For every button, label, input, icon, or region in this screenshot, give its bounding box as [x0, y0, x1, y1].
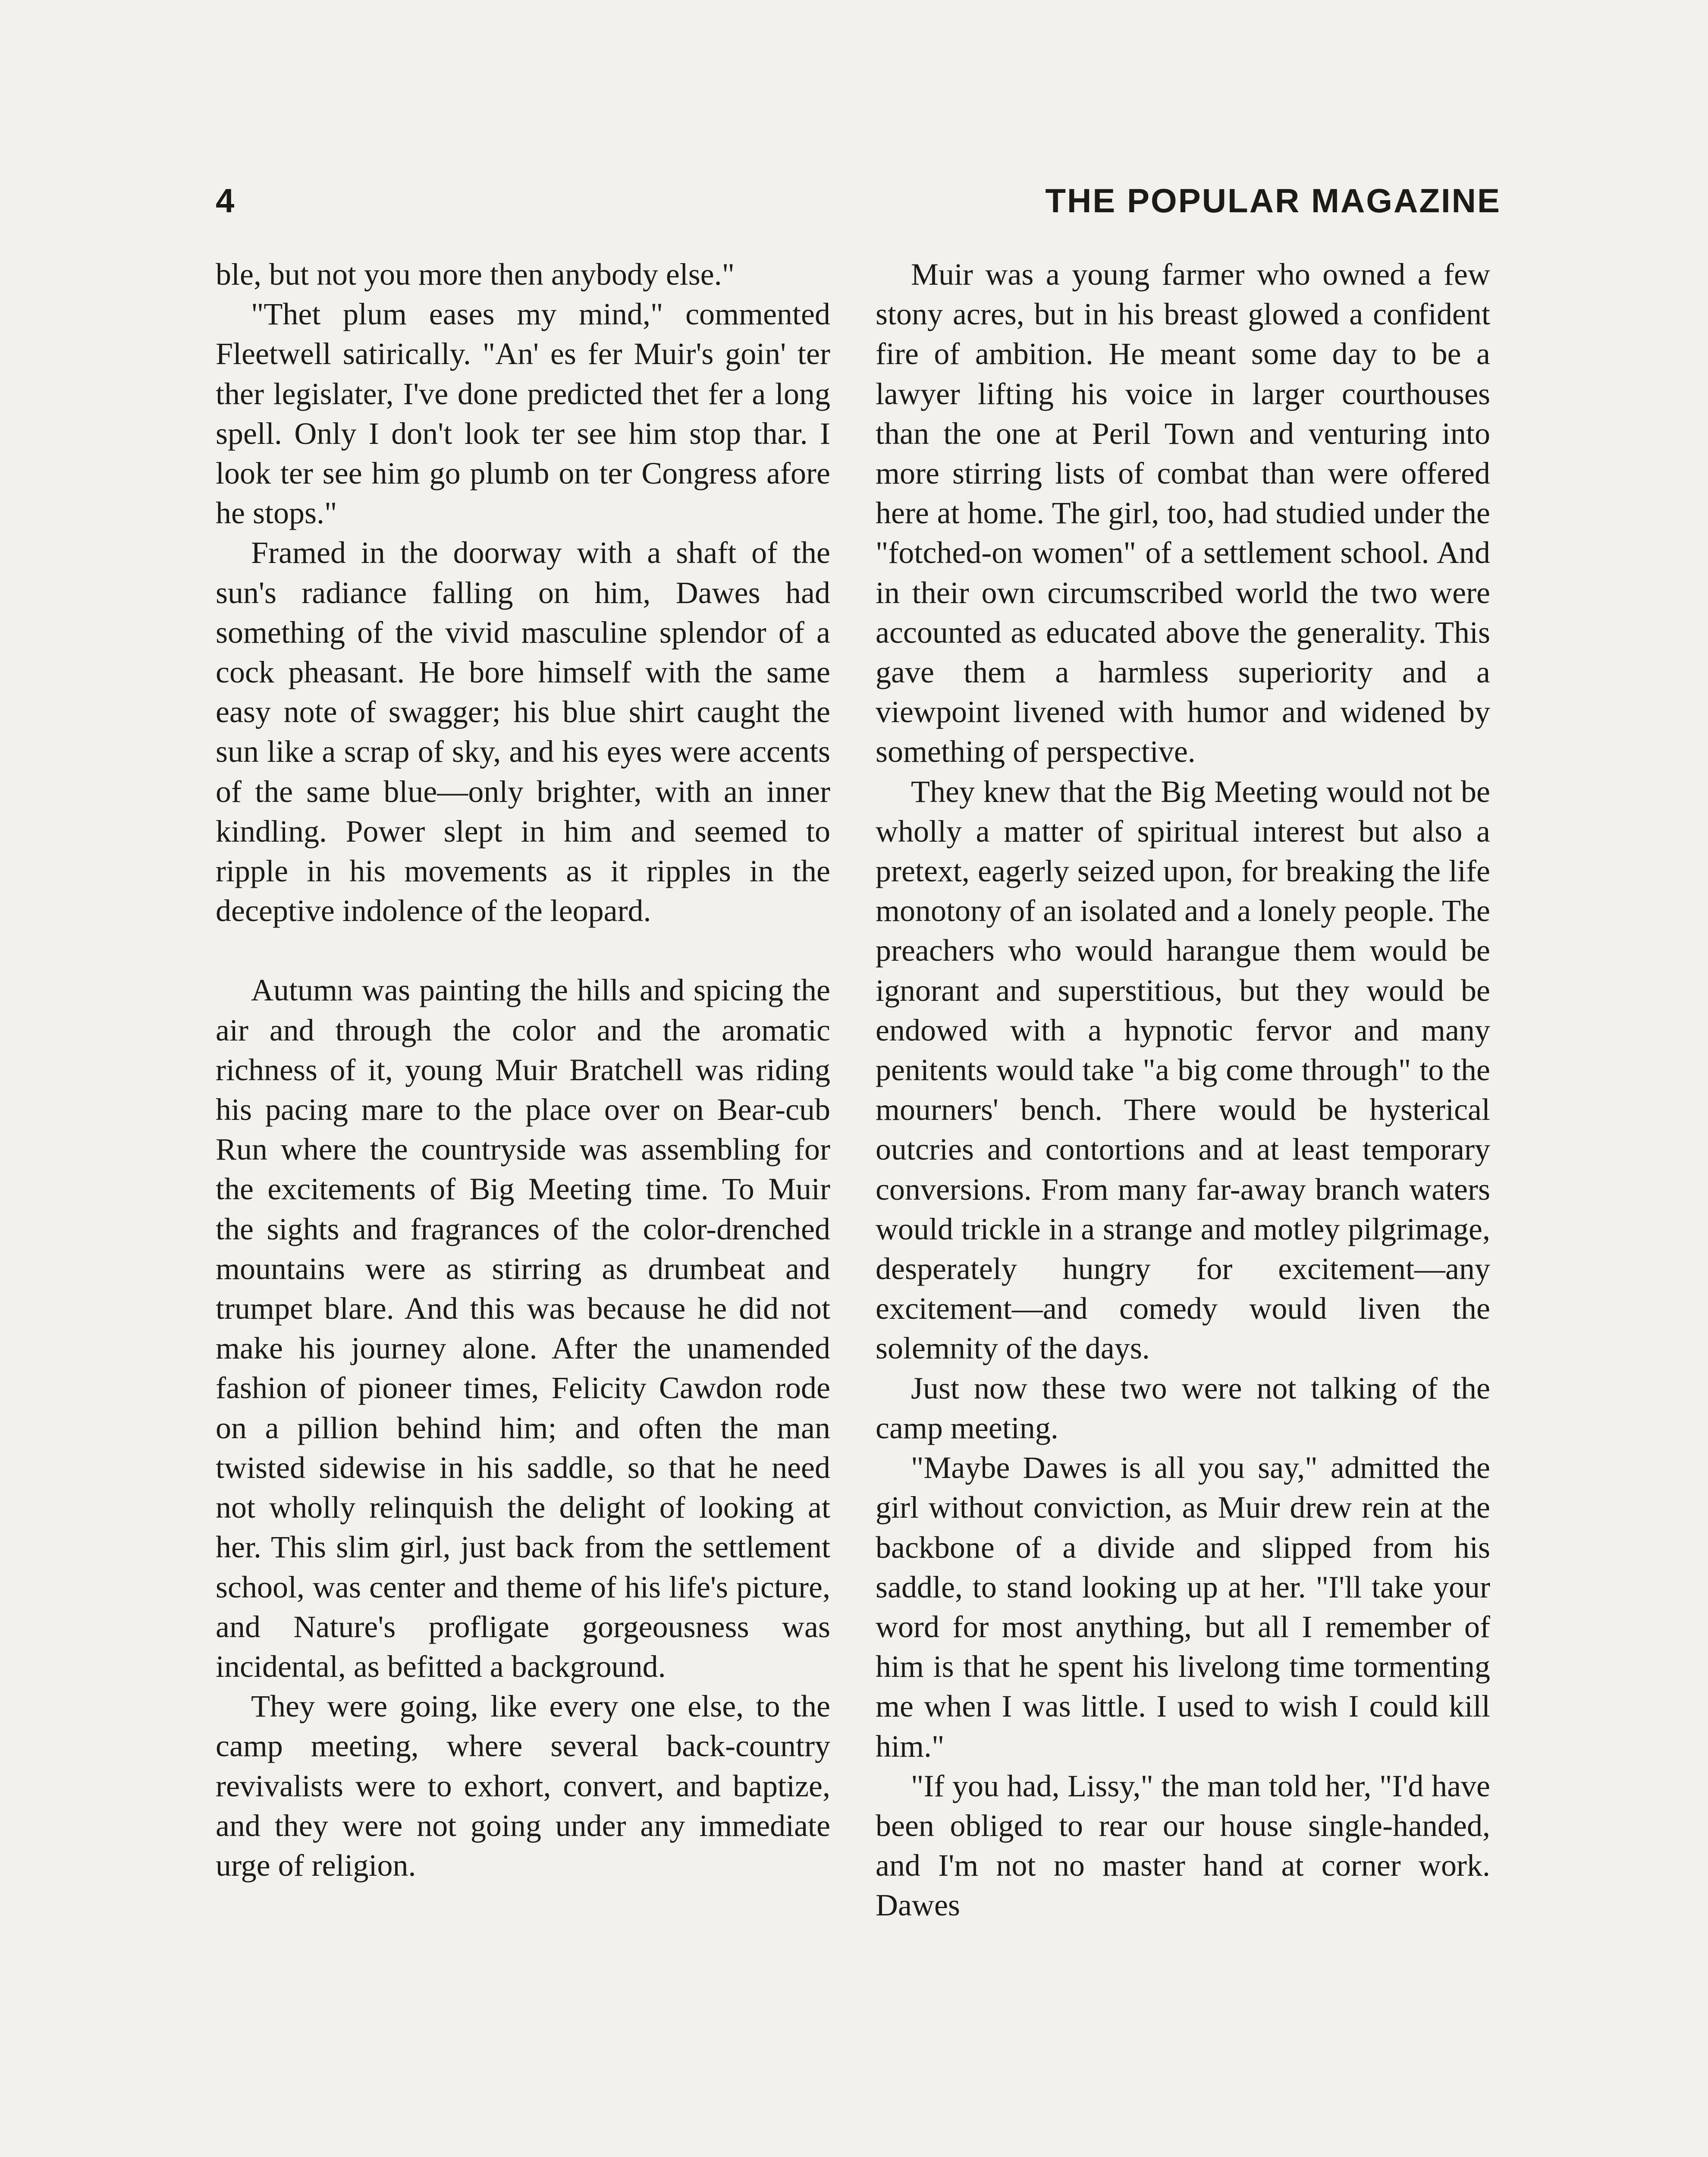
magazine-title: THE POPULAR MAGAZINE — [1045, 182, 1501, 220]
paragraph: Framed in the doorway with a shaft of the sun's radiance falling on him, Dawes had something of the vivid masculine splendor of a cock pheasant. He bore himself with the same easy note of swagger; his blue shirt caught the sun like a scrap of sky, and his eyes were accents of the same blue—only brighter, with an inner kindling. Power slept in him and seemed to ripple in his movements as it ripples in the deceptive indolence of the leopard. — [216, 535, 830, 928]
paragraph: Autumn was painting the hills and spicing the air and through the color and the aromatic richness of it, young Muir Bratchell was riding his pacing mare to the place over on Bear-cub Run where the countryside was assembling for the excitements of Big Meeting time. To Muir the sights and fragrances of the color-drenched mountains were as stirring as drumbeat and trumpet blare. And this was because he did not make his journey alone. After the unamended fashion of pioneer times, Felicity Cawdon rode on a pillion behind him; and often the man twisted sidewise in his saddle, so that he need not wholly relinquish the delight of looking at her. This slim girl, just back from the settlement school, was center and theme of his life's picture, and Nature's profligate gorgeousness was incidental, as befitted a background. — [216, 973, 830, 1684]
running-head — [216, 177, 1501, 224]
left-column — [216, 255, 830, 1885]
paragraph: "Thet plum eases my mind," commented Fleetwell satirically. "An' es fer Muir's goin' ter ther legislater, I've done predicted thet fer a long spell. Only I don't look ter see him stop thar. I look ter see him go plumb on ter Congress afore he stops." — [216, 297, 830, 531]
paragraph: ble, but not you more then anybody else." — [216, 257, 735, 292]
paragraph: "If you had, Lissy," the man told her, "I'd have been obliged to rear our house single-handed, and I'm not no master hand at corner work. Dawes — [876, 1768, 1490, 1923]
right-column — [876, 255, 1490, 1925]
paragraph: Muir was a young farmer who owned a few stony acres, but in his breast glowed a confident fire of ambition. He meant some day to be a lawyer lifting his voice in larger courthouses than the one at Peril Town and venturing into more stirring lists of combat than were offered here at home. The girl, too, had studied under the "fotched-on women" of a settlement school. And in their own circumscribed world the two were accounted as educated above the generality. This gave them a harmless superiority and a viewpoint livened with humor and widened by something of perspective. — [876, 257, 1490, 769]
paragraph: "Maybe Dawes is all you say," admitted the girl without conviction, as Muir drew rein at the backbone of a divide and slipped from his saddle, to stand looking up at her. "I'll take your word for most anything, but all I remember of him is that he spent his livelong time tormenting me when I was little. I used to wish I could kill him." — [876, 1450, 1490, 1764]
paragraph: Just now these two were not talking of the camp meeting. — [876, 1371, 1490, 1445]
paragraph: They knew that the Big Meeting would not be wholly a matter of spiritual interest but also a pretext, eagerly seized upon, for breaking the life monotony of an isolated and a lonely people. The preachers who would harangue them would be ignorant and superstitious, but they would be endowed with a hypnotic fervor and many penitents would take "a big come through" to the mourners' bench. There would be hysterical outcries and contortions and at least temporary conversions. From many far-away branch waters would trickle in a strange and motley pilgrimage, desperately hungry for excitement—any excitement—and comedy would liven the solemnity of the days. — [876, 774, 1490, 1366]
page-number: 4 — [216, 182, 235, 220]
paragraph: They were going, like every one else, to the camp meeting, where several back-country revivalists were to exhort, convert, and baptize, and they were not going under any immediate urge of religion. — [216, 1689, 830, 1883]
